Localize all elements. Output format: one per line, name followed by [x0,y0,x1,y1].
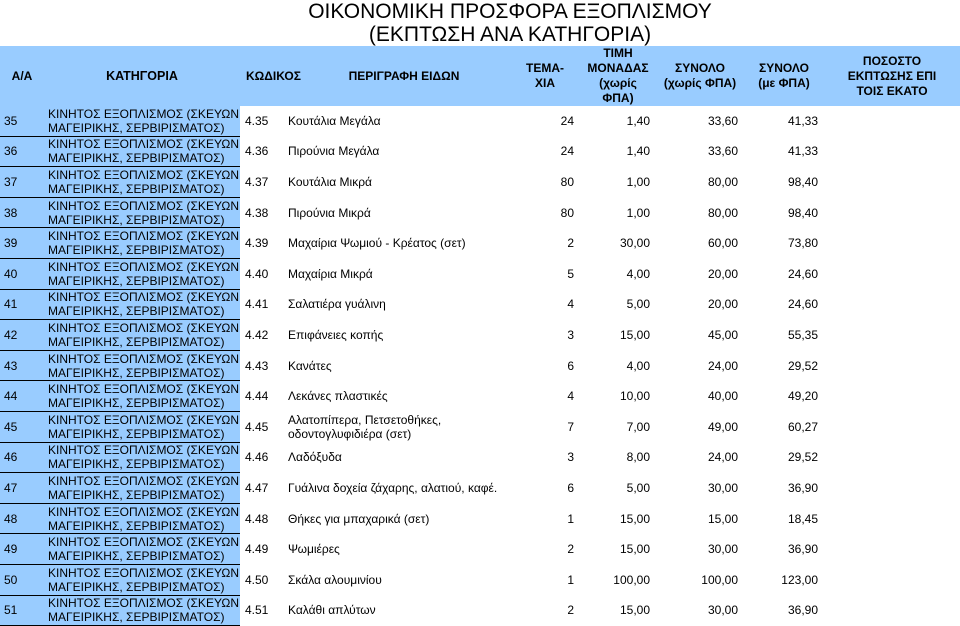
row-unit-price: 30,00 [619,236,650,251]
row-code: 4.35 [245,114,269,129]
row-description: Πιρούνια Μικρά [288,205,371,220]
row-total-no-vat: 20,00 [707,297,738,312]
row-total-vat: 98,40 [787,205,818,220]
row-total-vat: 73,80 [787,236,818,251]
row-category: ΚΙΝΗΤΟΣ ΕΞΟΠΛΙΣΜΟΣ (ΣΚΕΥΩΝ ΜΑΓΕΙΡΙΚΗΣ, ΣΕΡΒΙΡΙΣΜΑΤΟΣ) [44,228,240,259]
row-discount [824,534,960,565]
header-description: ΠΕΡΙΓΡΑΦΗ ΕΙΔΩΝ [348,68,460,83]
row-description: Αλατοπίπερα, Πετσετοθήκες, οδοντογλυφιδιέρα (σετ) [288,412,442,441]
row-number: 38 [0,197,44,228]
row-category: ΚΙΝΗΤΟΣ ΕΞΟΠΛΙΣΜΟΣ (ΣΚΕΥΩΝ ΜΑΓΕΙΡΙΚΗΣ, ΣΕΡΒΙΡΙΣΜΑΤΟΣ) [44,167,240,198]
row-pieces: 4 [567,297,574,312]
row-total-vat: 36,90 [787,603,818,618]
row-code: 4.36 [245,144,269,159]
row-total-vat: 41,33 [787,144,818,159]
row-discount [824,595,960,626]
row-total-no-vat: 30,00 [707,480,738,495]
table-row [0,534,960,565]
row-discount [824,228,960,259]
table-row [0,258,960,289]
row-pieces: 2 [567,236,574,251]
row-total-vat: 29,52 [787,450,818,465]
header-code-description [240,46,510,106]
row-category: ΚΙΝΗΤΟΣ ΕΞΟΠΛΙΣΜΟΣ (ΣΚΕΥΩΝ ΜΑΓΕΙΡΙΚΗΣ, ΣΕΡΒΙΡΙΣΜΑΤΟΣ) [44,411,240,442]
header-aa: Α/Α [0,46,44,106]
row-unit-price: 5,00 [626,297,650,312]
row-total-no-vat: 20,00 [707,266,738,281]
row-description: Καλάθι απλύτων [288,603,376,618]
row-number: 45 [0,411,44,442]
row-total-vat: 55,35 [787,327,818,342]
table-row [0,564,960,595]
row-code: 4.46 [245,450,269,465]
row-description: Επιφάνειες κοπής [288,327,384,342]
row-category: ΚΙΝΗΤΟΣ ΕΞΟΠΛΙΣΜΟΣ (ΣΚΕΥΩΝ ΜΑΓΕΙΡΙΚΗΣ, ΣΕΡΒΙΡΙΣΜΑΤΟΣ) [44,534,240,565]
row-code: 4.43 [245,358,269,373]
row-total-vat: 29,52 [787,358,818,373]
row-category: ΚΙΝΗΤΟΣ ΕΞΟΠΛΙΣΜΟΣ (ΣΚΕΥΩΝ ΜΑΓΕΙΡΙΚΗΣ, ΣΕΡΒΙΡΙΣΜΑΤΟΣ) [44,350,240,381]
header-code: ΚΩΔΙΚΟΣ [246,68,301,83]
row-category: ΚΙΝΗΤΟΣ ΕΞΟΠΛΙΣΜΟΣ (ΣΚΕΥΩΝ ΜΑΓΕΙΡΙΚΗΣ, ΣΕΡΒΙΡΙΣΜΑΤΟΣ) [44,442,240,473]
table-row [0,167,960,198]
row-unit-price: 1,00 [626,205,650,220]
header-pieces: ΤΕΜΑ- ΧΙΑ [510,46,580,106]
row-total-no-vat: 15,00 [707,511,738,526]
row-unit-price: 7,00 [626,419,650,434]
row-discount [824,442,960,473]
row-discount [824,258,960,289]
table-row [0,411,960,442]
row-description: Μαχαίρια Μικρά [288,266,373,281]
row-category: ΚΙΝΗΤΟΣ ΕΞΟΠΛΙΣΜΟΣ (ΣΚΕΥΩΝ ΜΑΓΕΙΡΙΚΗΣ, ΣΕΡΒΙΡΙΣΜΑΤΟΣ) [44,258,240,289]
row-unit-price: 1,00 [626,174,650,189]
row-code: 4.49 [245,542,269,557]
row-total-no-vat: 24,00 [707,450,738,465]
row-description: Λεκάνες πλαστικές [288,389,388,404]
row-number: 46 [0,442,44,473]
row-category: ΚΙΝΗΤΟΣ ΕΞΟΠΛΙΣΜΟΣ (ΣΚΕΥΩΝ ΜΑΓΕΙΡΙΚΗΣ, ΣΕΡΒΙΡΙΣΜΑΤΟΣ) [44,381,240,412]
row-total-vat: 60,27 [787,419,818,434]
table-row [0,442,960,473]
row-number: 40 [0,258,44,289]
row-number: 39 [0,228,44,259]
row-number: 50 [0,564,44,595]
row-discount [824,106,960,136]
row-unit-price: 5,00 [626,480,650,495]
row-total-no-vat: 30,00 [707,542,738,557]
row-pieces: 3 [567,450,574,465]
row-pieces: 6 [567,358,574,373]
row-category: ΚΙΝΗΤΟΣ ΕΞΟΠΛΙΣΜΟΣ (ΣΚΕΥΩΝ ΜΑΓΕΙΡΙΚΗΣ, ΣΕΡΒΙΡΙΣΜΑΤΟΣ) [44,320,240,351]
row-pieces: 6 [567,480,574,495]
row-code: 4.44 [245,389,269,404]
row-category: ΚΙΝΗΤΟΣ ΕΞΟΠΛΙΣΜΟΣ (ΣΚΕΥΩΝ ΜΑΓΕΙΡΙΚΗΣ, ΣΕΡΒΙΡΙΣΜΑΤΟΣ) [44,136,240,167]
offer-table [0,46,960,626]
row-code: 4.47 [245,480,269,495]
row-total-no-vat: 80,00 [707,205,738,220]
row-total-no-vat: 24,00 [707,358,738,373]
row-pieces: 3 [567,327,574,342]
row-pieces: 80 [560,174,574,189]
table-row [0,289,960,320]
row-total-vat: 41,33 [787,114,818,129]
row-total-no-vat: 40,00 [707,389,738,404]
row-discount [824,289,960,320]
row-pieces: 2 [567,542,574,557]
table-row [0,106,960,136]
table-row [0,595,960,626]
table-row [0,381,960,412]
row-description: Ψωμιέρες [288,542,340,557]
offer-table-container [0,46,960,625]
row-discount [824,136,960,167]
row-pieces: 2 [567,603,574,618]
row-unit-price: 15,00 [619,511,650,526]
row-discount [824,197,960,228]
row-category: ΚΙΝΗΤΟΣ ΕΞΟΠΛΙΣΜΟΣ (ΣΚΕΥΩΝ ΜΑΓΕΙΡΙΚΗΣ, ΣΕΡΒΙΡΙΣΜΑΤΟΣ) [44,564,240,595]
row-total-no-vat: 49,00 [707,419,738,434]
row-pieces: 4 [567,389,574,404]
row-code: 4.41 [245,297,269,312]
row-total-vat: 49,20 [787,389,818,404]
row-total-no-vat: 33,60 [707,114,738,129]
row-number: 35 [0,106,44,136]
row-unit-price: 100,00 [613,572,650,587]
row-total-vat: 24,60 [787,266,818,281]
row-unit-price: 1,40 [626,114,650,129]
row-total-no-vat: 30,00 [707,603,738,618]
table-row [0,228,960,259]
row-category: ΚΙΝΗΤΟΣ ΕΞΟΠΛΙΣΜΟΣ (ΣΚΕΥΩΝ ΜΑΓΕΙΡΙΚΗΣ, ΣΕΡΒΙΡΙΣΜΑΤΟΣ) [44,503,240,534]
row-description: Γυάλινα δοχεία ζάχαρης, αλατιού, καφέ. [288,480,498,495]
row-discount [824,167,960,198]
row-total-vat: 24,60 [787,297,818,312]
row-total-vat: 18,45 [787,511,818,526]
row-unit-price: 1,40 [626,144,650,159]
row-description: Κουτάλια Μεγάλα [288,114,381,129]
row-discount [824,473,960,504]
row-discount [824,320,960,351]
table-row [0,473,960,504]
row-pieces: 7 [567,419,574,434]
row-unit-price: 15,00 [619,542,650,557]
row-description: Θήκες για μπαχαρικά (σετ) [288,511,430,526]
row-pieces: 24 [560,144,574,159]
row-number: 43 [0,350,44,381]
row-discount [824,381,960,412]
row-number: 36 [0,136,44,167]
row-code: 4.40 [245,266,269,281]
row-number: 42 [0,320,44,351]
page-title: ΟΙΚΟΝΟΜΙΚΗ ΠΡΟΣΦΟΡΑ ΕΞΟΠΛΙΣΜΟΥ (ΕΚΠΤΩΣΗ ΑΝΑ ΚΑΤΗΓΟΡΙΑ) [308,0,712,46]
row-total-no-vat: 80,00 [707,174,738,189]
row-unit-price: 4,00 [626,358,650,373]
header-total-no-vat: ΣΥΝΟΛΟ (χωρίς ΦΠΑ) [656,46,744,106]
row-unit-price: 15,00 [619,327,650,342]
row-number: 41 [0,289,44,320]
row-number: 37 [0,167,44,198]
table-row [0,503,960,534]
row-total-no-vat: 100,00 [701,572,738,587]
row-total-vat: 123,00 [781,572,818,587]
table-row [0,197,960,228]
row-description: Λαδόξυδα [288,450,342,465]
row-discount [824,564,960,595]
row-unit-price: 8,00 [626,450,650,465]
row-number: 49 [0,534,44,565]
row-description: Μαχαίρια Ψωμιού - Κρέατος (σετ) [288,236,466,251]
row-category: ΚΙΝΗΤΟΣ ΕΞΟΠΛΙΣΜΟΣ (ΣΚΕΥΩΝ ΜΑΓΕΙΡΙΚΗΣ, ΣΕΡΒΙΡΙΣΜΑΤΟΣ) [44,289,240,320]
row-number: 51 [0,595,44,626]
row-pieces: 5 [567,266,574,281]
header-unit-price: ΤΙΜΗ ΜΟΝΑΔΑΣ (χωρίς ΦΠΑ) [580,46,656,106]
row-pieces: 80 [560,205,574,220]
table-row [0,136,960,167]
row-code: 4.48 [245,511,269,526]
row-code: 4.42 [245,327,269,342]
header-row [0,46,960,106]
row-pieces: 1 [567,511,574,526]
row-description: Κουτάλια Μικρά [288,174,372,189]
row-number: 48 [0,503,44,534]
header-discount: ΠΟΣΟΣΤΟ ΕΚΠΤΩΣΗΣ ΕΠΙ ΤΟΙΣ ΕΚΑΤΟ [824,46,960,106]
row-category: ΚΙΝΗΤΟΣ ΕΞΟΠΛΙΣΜΟΣ (ΣΚΕΥΩΝ ΜΑΓΕΙΡΙΚΗΣ, ΣΕΡΒΙΡΙΣΜΑΤΟΣ) [44,473,240,504]
row-category: ΚΙΝΗΤΟΣ ΕΞΟΠΛΙΣΜΟΣ (ΣΚΕΥΩΝ ΜΑΓΕΙΡΙΚΗΣ, ΣΕΡΒΙΡΙΣΜΑΤΟΣ) [44,197,240,228]
row-total-no-vat: 45,00 [707,327,738,342]
row-code: 4.38 [245,205,269,220]
row-category: ΚΙΝΗΤΟΣ ΕΞΟΠΛΙΣΜΟΣ (ΣΚΕΥΩΝ ΜΑΓΕΙΡΙΚΗΣ, ΣΕΡΒΙΡΙΣΜΑΤΟΣ) [44,106,240,136]
row-description: Σαλατιέρα γυάλινη [288,297,386,312]
row-pieces: 24 [560,114,574,129]
row-discount [824,411,960,442]
table-row [0,350,960,381]
row-code: 4.45 [245,419,269,434]
row-code: 4.51 [245,603,269,618]
row-unit-price: 4,00 [626,266,650,281]
row-unit-price: 15,00 [619,603,650,618]
row-pieces: 1 [567,572,574,587]
row-category: ΚΙΝΗΤΟΣ ΕΞΟΠΛΙΣΜΟΣ (ΣΚΕΥΩΝ ΜΑΓΕΙΡΙΚΗΣ, ΣΕΡΒΙΡΙΣΜΑΤΟΣ) [44,595,240,626]
row-code: 4.37 [245,174,269,189]
row-description: Πιρούνια Μεγάλα [288,144,380,159]
table-body [0,106,960,626]
row-total-vat: 98,40 [787,174,818,189]
row-total-no-vat: 33,60 [707,144,738,159]
row-code: 4.50 [245,572,269,587]
row-code: 4.39 [245,236,269,251]
row-total-vat: 36,90 [787,480,818,495]
row-discount [824,350,960,381]
row-unit-price: 10,00 [619,389,650,404]
row-number: 47 [0,473,44,504]
header-total-vat: ΣΥΝΟΛΟ (με ΦΠΑ) [744,46,824,106]
row-discount [824,503,960,534]
row-description: Κανάτες [288,358,332,373]
header-category: ΚΑΤΗΓΟΡΙΑ [44,46,240,106]
table-row [0,320,960,351]
row-total-no-vat: 60,00 [707,236,738,251]
row-number: 44 [0,381,44,412]
row-description: Σκάλα αλουμινίου [288,572,382,587]
row-total-vat: 36,90 [787,542,818,557]
